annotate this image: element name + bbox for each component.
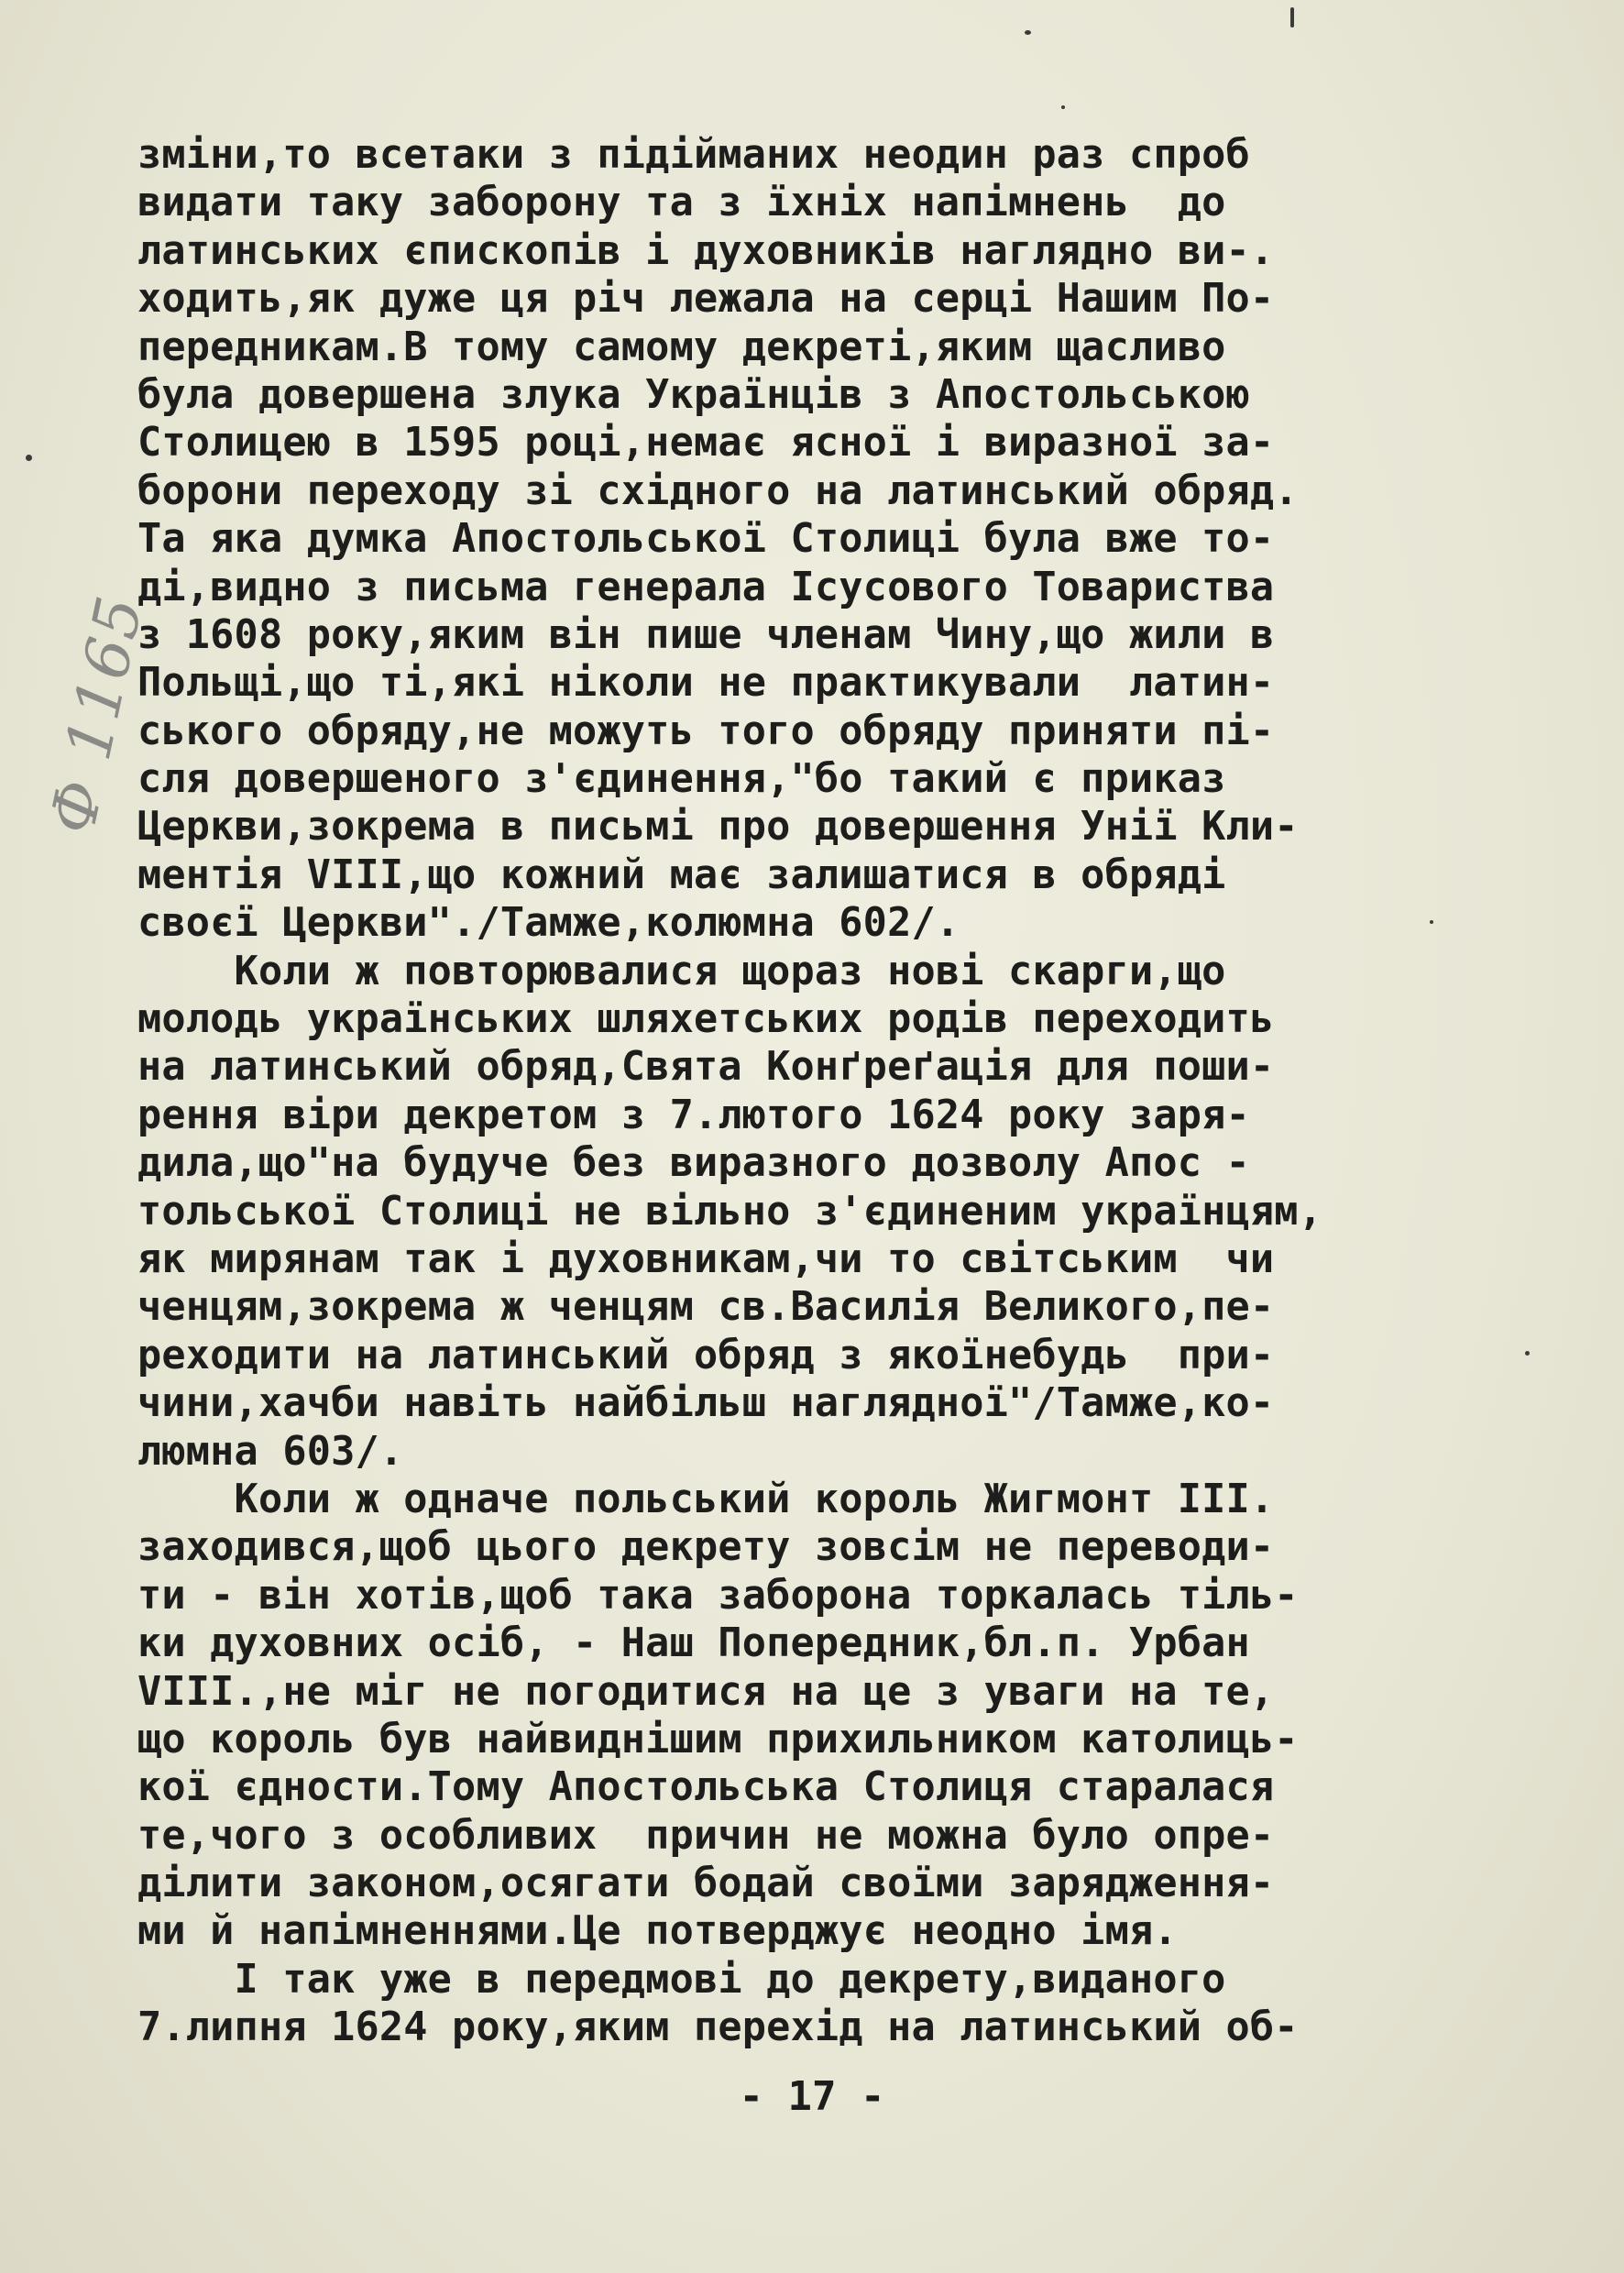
paper-speck [1290,7,1294,27]
text-line: VIII.,не міг не погодитися на це з уваги на те, [137,1668,1275,1715]
paragraph-start-line: І так уже в передмові до декрету,виданого [137,1956,1226,2003]
text-line: своєї Церкви"./Тамже,колюмна 602/. [137,900,960,947]
paper-speck [1025,30,1031,35]
text-line: Церкви,зокрема в письмі про довершення Унії Кли- [137,804,1299,851]
text-line: передникам.В тому самому декреті,яким щасливо [137,324,1226,370]
paper-speck [1061,105,1065,109]
text-line: ділити законом,осягати бодай своїми зарядження- [137,1861,1275,1907]
text-line: борони переходу зі східного на латинський обряд. [137,467,1299,514]
text-line: ти - він хотів,щоб така заборона торкалась тіль- [137,1572,1299,1619]
text-line: Польщі,що ті,які ніколи не практикували латин- [137,660,1275,707]
handwritten-archive-mark: Ф 1165 [37,588,158,840]
text-line: ки духовних осіб, - Наш Попередник,бл.п. Урбан [137,1620,1250,1667]
text-line: з 1608 року,яким він пише членам Чину,що жили в [137,611,1275,658]
paragraph-start-line: Коли ж повторювалися щораз нові скарги,що [137,948,1226,994]
text-line: молодь українських шляхетських родів переходить [137,996,1275,1043]
text-line: ходить,як дуже ця річ лежала на серці Нашим По- [137,276,1275,323]
text-line: видати таку заборону та з їхніх напімнень до [137,180,1226,226]
text-line: зміни,то всетаки з підійманих неодин раз спроб [137,132,1250,178]
text-line: ді,видно з письма генерала Ісусового Товариства [137,564,1275,610]
page-number: - 17 - [739,2073,885,2120]
paper-speck [1525,1351,1530,1356]
text-line: латинських єпископів і духовників наглядно ви-. [137,227,1275,274]
text-line: заходився,щоб цього декрету зовсім не переводи- [137,1524,1275,1571]
text-line: що король був найвиднішим прихильником католиць- [137,1716,1299,1762]
text-line: дила,що"на будуче без виразного дозволу Апос - [137,1140,1250,1187]
text-line: на латинський обряд,Свята Конґреґація для поши- [137,1044,1275,1091]
text-line: те,чого з особливих причин не можна було опре- [137,1812,1275,1859]
text-line: ченцям,зокрема ж ченцям св.Василія Великого,пе- [137,1284,1275,1331]
paragraph-start-line: Коли ж одначе польський король Жигмонт III. [137,1476,1275,1522]
text-line: була довершена злука Українців з Апостольською [137,371,1250,418]
paper-speck [26,455,32,461]
text-line: ментія VIII,що кожний має залишатися в обряді [137,851,1226,898]
text-line: кої єдности.Тому Апостольська Столиця старалася [137,1764,1275,1811]
paper-speck [1430,920,1433,924]
text-line: Столицею в 1595 році,немає ясної і виразної за- [137,420,1275,467]
typewritten-text-block [137,131,1540,2052]
text-line: люмна 603/. [137,1428,404,1475]
text-line: сля довершеного з'єдинення,"бо такий є приказ [137,756,1226,803]
text-line: чини,хачби навіть найбільш наглядної"/Тамже,ко- [137,1380,1275,1427]
text-line: ми й напімненнями.Це потверджує неодно імя. [137,1908,1178,1955]
text-line: реходити на латинський обряд з якоїнебудь при- [137,1332,1275,1378]
text-line: як мирянам так і духовникам,чи то світським чи [137,1235,1275,1282]
text-line: ського обряду,не можуть того обряду приняти пі- [137,708,1275,754]
text-line: Та яка думка Апостольської Столиці була вже то- [137,516,1275,563]
text-line: 7.липня 1624 року,яким перехід на латинський об- [137,2004,1299,2051]
text-line: рення віри декретом з 7.лютого 1624 року заря- [137,1092,1250,1138]
text-line: тольської Столиці не вільно з'єдиненим українцям, [137,1188,1323,1235]
